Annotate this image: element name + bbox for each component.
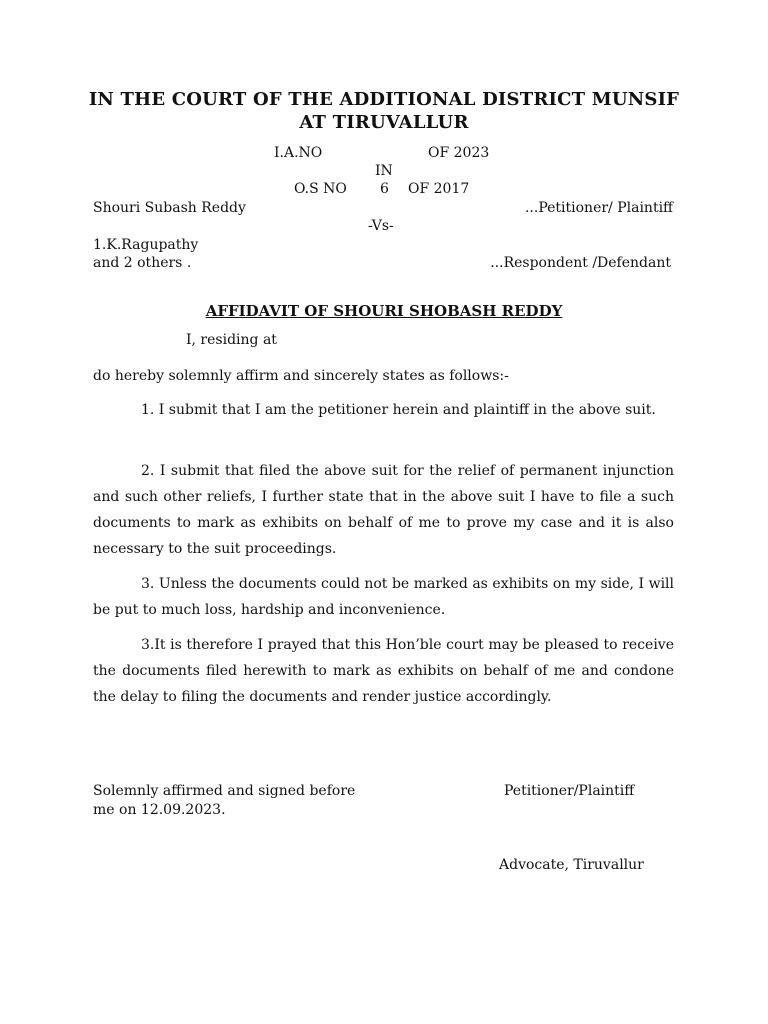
paragraph-1: 1. I submit that I am the petitioner herein and plaintiff in the above suit. [141,402,656,418]
advocate-signature: Advocate, Tiruvallur [499,857,644,873]
paragraph-2: 2. I submit that filed the above suit for the relief of permanent injunction and such other reliefs, I further state that in the above suit I have to file a such documents to mark as exhibits on behalf of me to prove my case and it is also necessary to the suit proceedings. [93,463,674,557]
affirm-intro: do hereby solemnly affirm and sincerely states as follows:- [93,368,509,384]
os-year: OF 2017 [408,181,470,197]
respondent-name: 1.K.Ragupathy [93,237,199,253]
os-label: O.S NO [294,181,347,197]
paragraph-4: 3.It is therefore I prayed that this Hon’ble court may be pleased to receive the documents filed herewith to mark as exhibits on behalf of me and condone the delay to filing the documents and render justice accordingly. [93,637,674,705]
affirmed-line1: Solemnly affirmed and signed before [93,783,356,799]
respondent-role: ...Respondent /Defendant [490,255,671,271]
court-title-line2: AT TIRUVALLUR [299,112,469,133]
petitioner-name: Shouri Subash Reddy [93,200,246,216]
paragraph-3: 3. Unless the documents could not be marked as exhibits on my side, I will be put to much loss, hardship and inconvenience. [93,576,674,618]
residing-line: I, residing at [186,332,277,348]
petitioner-signature: Petitioner/Plaintiff [504,783,635,799]
versus: -Vs- [368,218,394,234]
affidavit-heading: AFFIDAVIT OF SHOURI SHOBASH REDDY [205,302,563,320]
affirmed-line2: me on 12.09.2023. [93,802,226,818]
ia-label: I.A.NO [274,145,323,161]
respondent-others: and 2 others . [93,255,192,271]
court-title-line1: IN THE COURT OF THE ADDITIONAL DISTRICT MUNSIF [88,89,680,110]
in-label: IN [375,163,393,179]
ia-year: OF 2023 [428,145,490,161]
os-number: 6 [380,181,389,197]
petitioner-role: ...Petitioner/ Plaintiff [524,200,673,216]
